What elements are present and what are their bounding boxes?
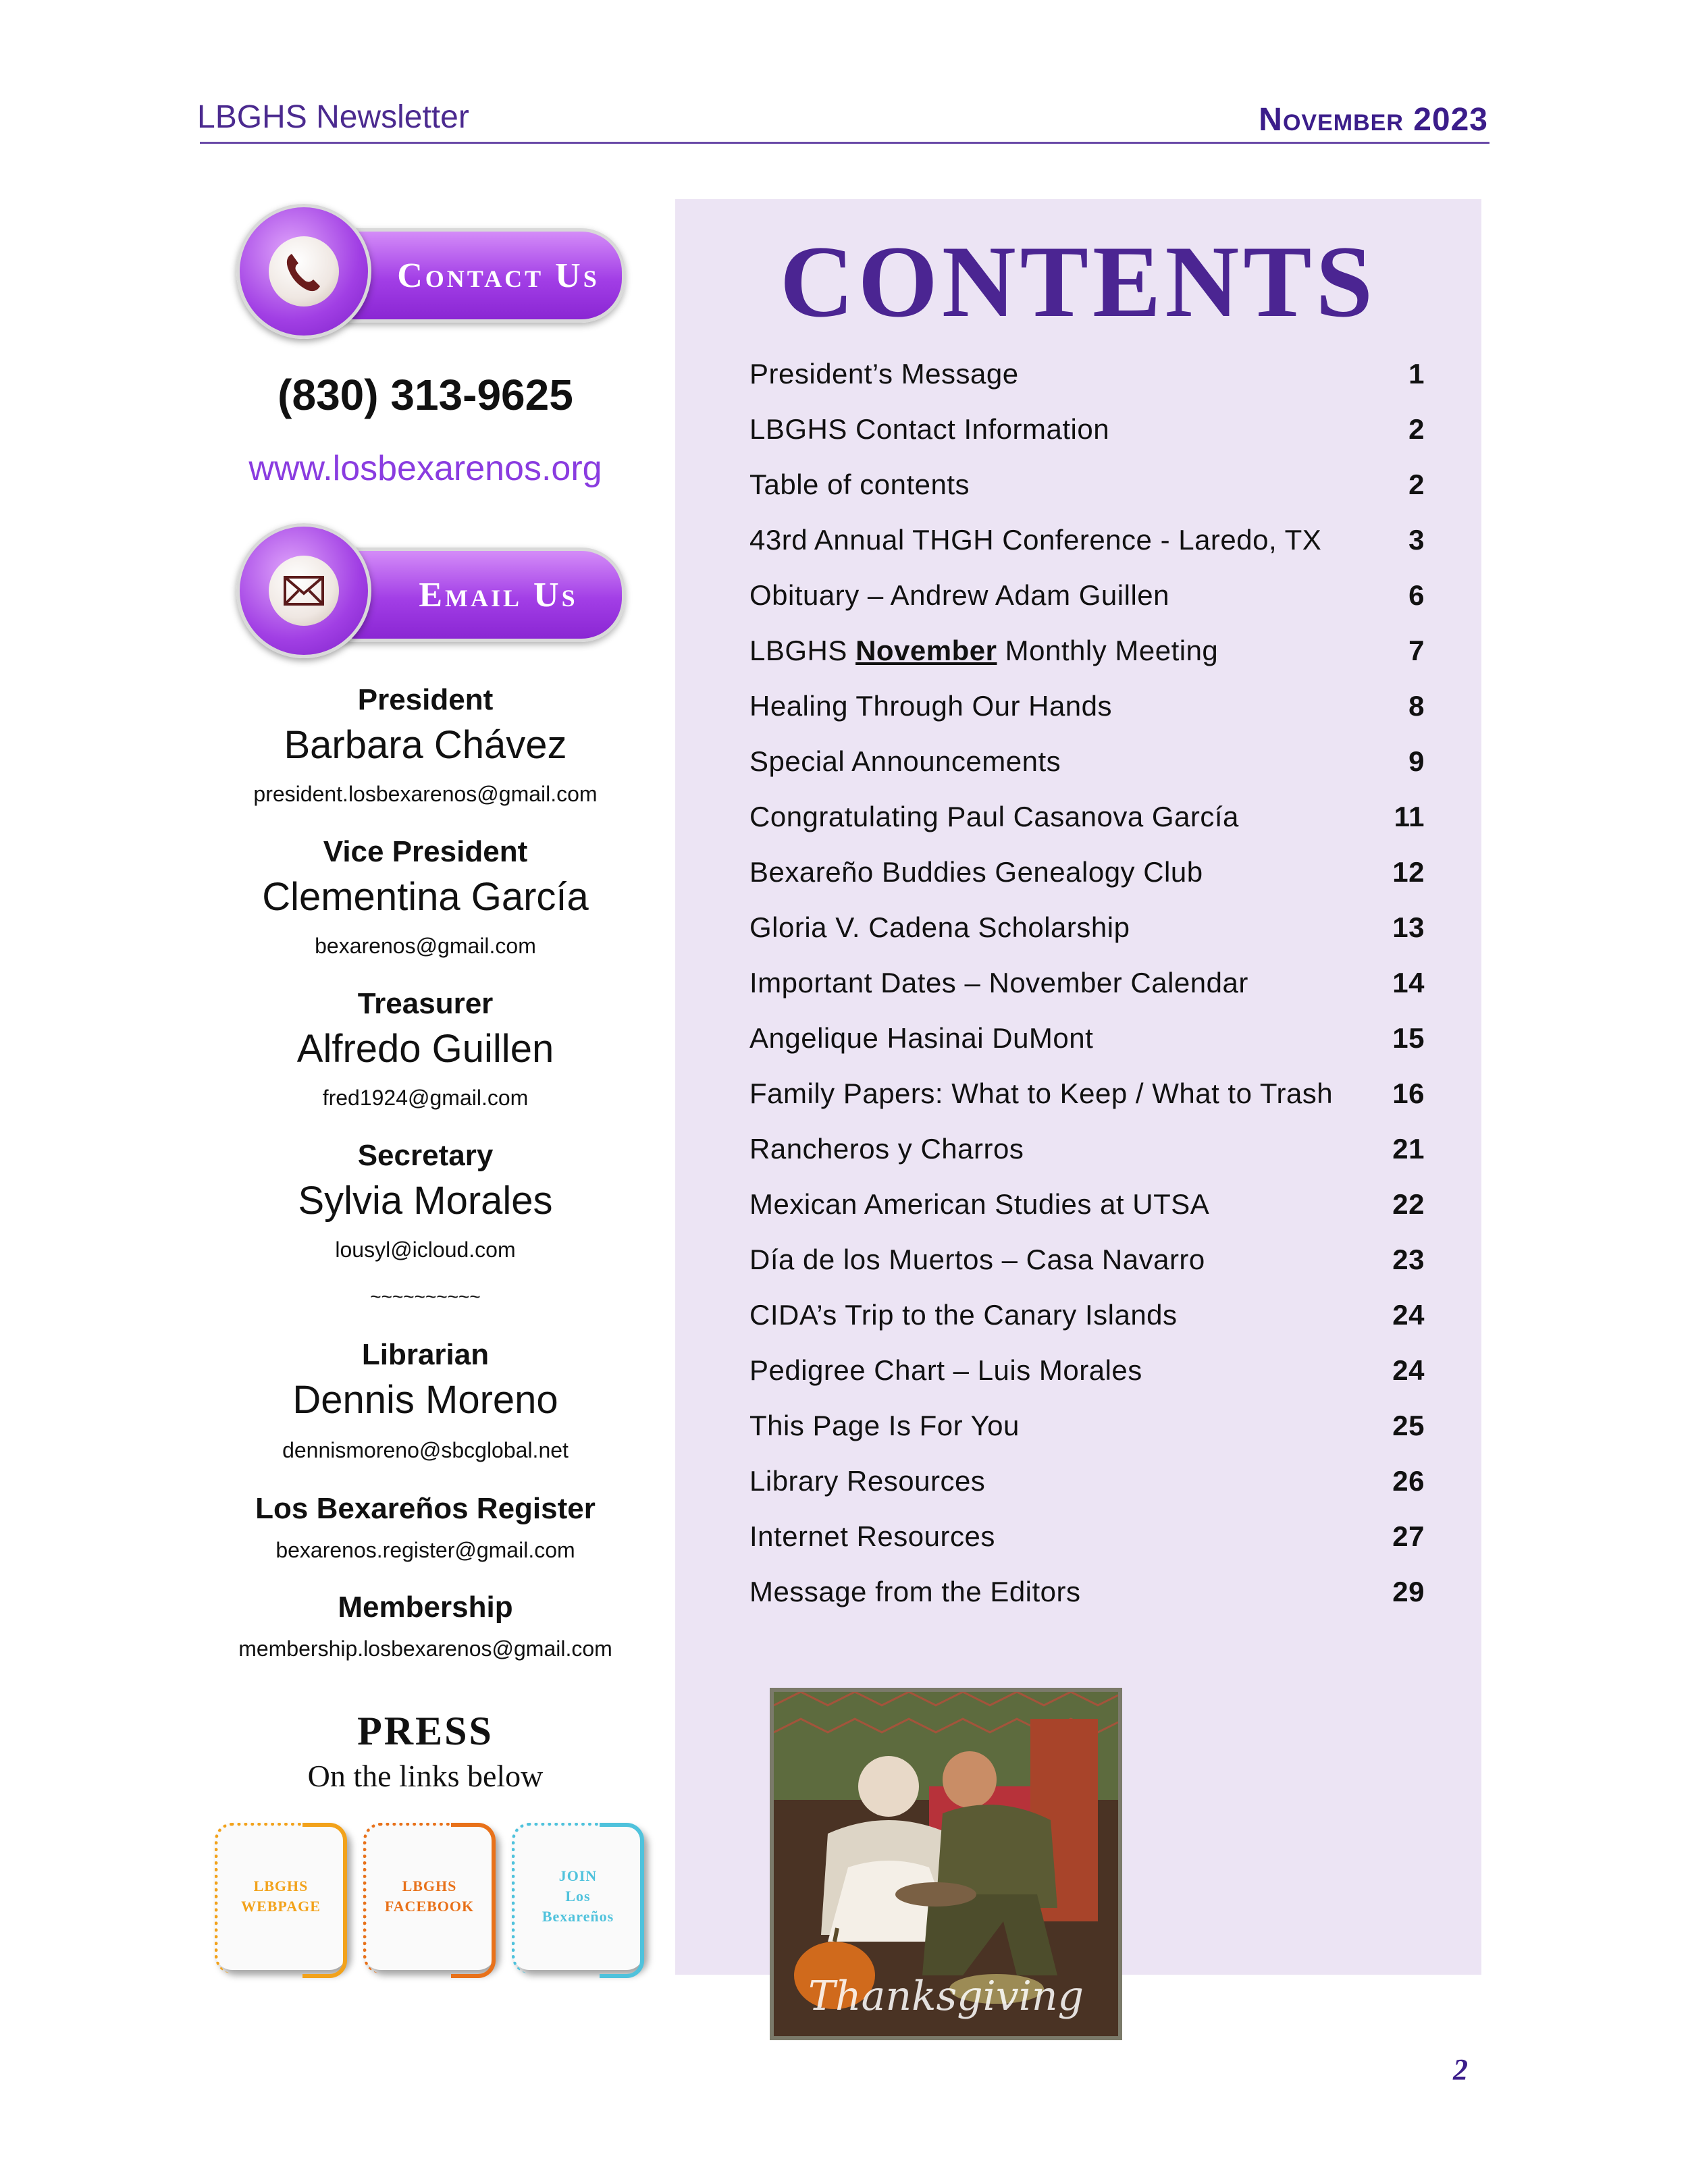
officer-name-secretary: Sylvia Morales	[298, 1179, 553, 1223]
toc-item[interactable]: LBGHS Contact Information 2	[749, 413, 1425, 445]
toc-item[interactable]: This Page Is For You 25	[749, 1410, 1425, 1441]
register-email[interactable]: bexarenos.register@gmail.com	[275, 1538, 575, 1562]
press-subtitle: On the links below	[307, 1759, 544, 1793]
toc-item[interactable]: Important Dates – November Calendar 14	[749, 967, 1425, 998]
toc-item[interactable]: Congratulating Paul Casanova García 11	[749, 801, 1425, 832]
toc-item[interactable]: Healing Through Our Hands 8	[749, 690, 1425, 722]
toc-item[interactable]: Rancheros y Charros 21	[749, 1133, 1425, 1165]
link-label: LBGHS FACEBOOK	[384, 1877, 475, 1915]
contents-title: CONTENTS	[779, 225, 1377, 338]
toc-item[interactable]: Family Papers: What to Keep / What to Trash 16	[749, 1077, 1425, 1109]
toc-item[interactable]: Pedigree Chart – Luis Morales 24	[749, 1354, 1425, 1386]
officer-name-treasurer: Alfredo Guillen	[296, 1027, 554, 1071]
section-divider: ~~~~~~~~~~	[370, 1286, 481, 1307]
newsletter-title: LBGHS Newsletter	[197, 99, 469, 135]
press-title: PRESS	[357, 1709, 494, 1753]
officer-email-secretary[interactable]: lousyl@icloud.com	[335, 1237, 516, 1262]
toc-item[interactable]: Special Announcements 9	[749, 745, 1425, 777]
header-divider	[200, 142, 1489, 144]
lbghs-webpage-link[interactable]	[215, 1823, 347, 1970]
officer-email-treasurer[interactable]: fred1924@gmail.com	[322, 1086, 529, 1110]
toc-item[interactable]: Día de los Muertos – Casa Navarro 23	[749, 1244, 1425, 1275]
contact-us-button[interactable]	[236, 204, 621, 339]
officer-role-vice-president: Vice President	[323, 835, 528, 868]
link-label: JOIN Los Bexareños	[542, 1867, 614, 1925]
officer-name-vice-president: Clementina García	[262, 875, 589, 919]
toc-item[interactable]: Bexareño Buddies Genealogy Club 12	[749, 856, 1425, 888]
librarian-email[interactable]: dennismoreno@sbcglobal.net	[282, 1438, 569, 1462]
toc-item[interactable]: Internet Resources 27	[749, 1520, 1425, 1552]
toc-item[interactable]: Table of contents 2	[749, 469, 1425, 500]
phone-icon	[269, 236, 339, 307]
toc-item[interactable]: 43rd Annual THGH Conference - Laredo, TX 3	[749, 524, 1425, 556]
toc-item[interactable]: Mexican American Studies at UTSA 22	[749, 1188, 1425, 1220]
membership-role: Membership	[338, 1591, 513, 1624]
issue-date: November 2023	[1259, 102, 1488, 138]
contact-us-label: Contact Us	[397, 256, 600, 295]
register-role: Los Bexareños Register	[255, 1492, 596, 1525]
lbghs-facebook-link[interactable]	[363, 1823, 496, 1970]
phone-number: (830) 313-9625	[278, 371, 573, 419]
toc-item[interactable]: President’s Message 1	[749, 358, 1425, 390]
join-los-bexarenos-link[interactable]	[512, 1823, 644, 1970]
envelope-icon	[269, 556, 339, 626]
toc-item[interactable]: Angelique Hasinai DuMont 15	[749, 1022, 1425, 1054]
librarian-role: Librarian	[361, 1338, 490, 1371]
toc-item[interactable]: Gloria V. Cadena Scholarship 13	[749, 911, 1425, 943]
link-label: LBGHS WEBPAGE	[241, 1877, 321, 1915]
membership-email[interactable]: membership.losbexarenos@gmail.com	[238, 1636, 612, 1661]
toc-item[interactable]: Library Resources 26	[749, 1465, 1425, 1497]
librarian-name: Dennis Moreno	[292, 1378, 558, 1422]
toc-item[interactable]: LBGHS November Monthly Meeting 7	[749, 635, 1425, 666]
officer-name-president: Barbara Chávez	[284, 723, 567, 767]
officer-email-president[interactable]: president.losbexarenos@gmail.com	[253, 782, 598, 806]
thanksgiving-painting	[770, 1688, 1122, 2040]
website-link[interactable]: www.losbexarenos.org	[248, 449, 602, 488]
toc-item[interactable]: Obituary – Andrew Adam Guillen 6	[749, 579, 1425, 611]
officer-role-secretary: Secretary	[357, 1139, 494, 1172]
toc-item[interactable]: CIDA’s Trip to the Canary Islands 24	[749, 1299, 1425, 1331]
painting-caption: Thanksgiving	[808, 1973, 1084, 2020]
officer-role-treasurer: Treasurer	[357, 987, 494, 1020]
email-us-button[interactable]	[236, 523, 621, 658]
email-us-label: Email Us	[419, 575, 578, 614]
officer-role-president: President	[357, 683, 494, 716]
page-number: 2	[1453, 2053, 1468, 2086]
toc-item[interactable]: Message from the Editors 29	[749, 1576, 1425, 1607]
officer-email-vice-president[interactable]: bexarenos@gmail.com	[315, 934, 536, 958]
